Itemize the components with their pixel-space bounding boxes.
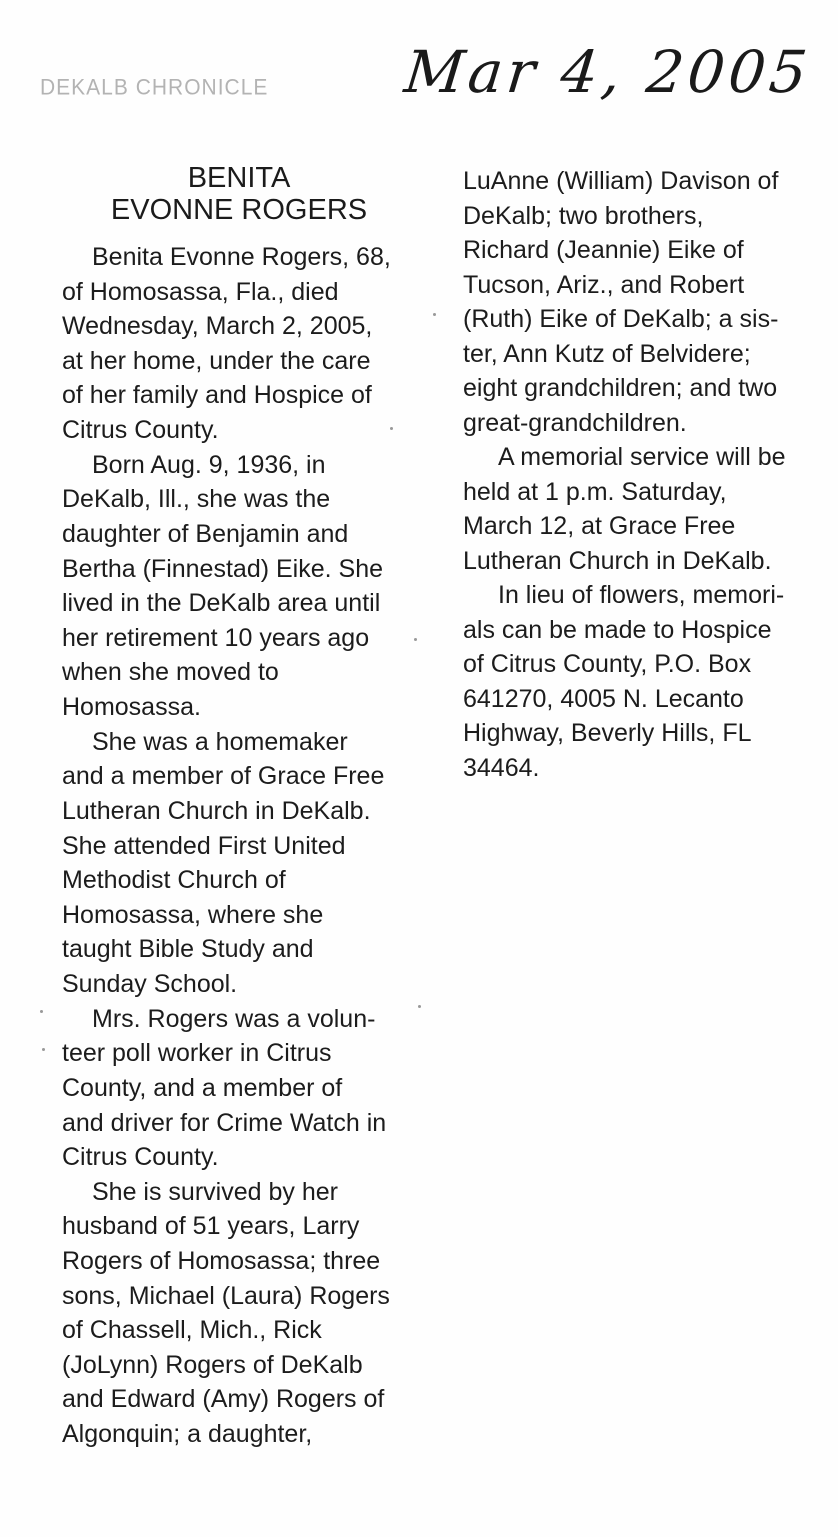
- scan-speck: [414, 638, 417, 641]
- text-line: teer poll worker in Citrus: [62, 1039, 332, 1068]
- text-line: Methodist Church of: [62, 866, 286, 895]
- text-line: Mrs. Rogers was a volun-: [92, 1004, 376, 1033]
- text-line: 641270, 4005 N. Lecanto: [463, 684, 744, 713]
- text-line: daughter of Benjamin and: [62, 519, 349, 548]
- text-line: In lieu of flowers, memori-: [498, 581, 785, 609]
- text-line: Highway, Beverly Hills, FL: [463, 719, 752, 747]
- text-line: lived in the DeKalb area until: [62, 589, 381, 618]
- text-line: her retirement 10 years ago: [62, 623, 370, 652]
- text-line: and a member of Grace Free: [62, 762, 385, 791]
- text-line: taught Bible Study and: [62, 935, 314, 964]
- text-line: ter, Ann Kutz of Belvidere;: [463, 339, 751, 368]
- text-line: of Citrus County, P.O. Box: [463, 650, 752, 678]
- scan-speck: [42, 1048, 45, 1051]
- text-line: Richard (Jeannie) Eike of: [463, 236, 744, 264]
- handwritten-date: Mar 4, 2005: [401, 38, 815, 106]
- text-line: (JoLynn) Rogers of DeKalb: [62, 1350, 363, 1379]
- text-line: Sunday School.: [62, 970, 238, 999]
- text-line: DeKalb, Ill., she was the: [62, 485, 331, 514]
- text-line: husband of 51 years, Larry: [62, 1212, 360, 1241]
- text-line: great-grandchildren.: [463, 408, 687, 437]
- text-line: Homosassa, where she: [62, 900, 324, 929]
- text-line: She was a homemaker: [92, 727, 348, 756]
- text-line: Benita Evonne Rogers, 68,: [92, 243, 391, 271]
- text-line: Lutheran Church in DeKalb.: [62, 796, 371, 825]
- newspaper-masthead: DEKALB CHRONICLE: [40, 75, 269, 100]
- text-line: Algonquin; a daughter,: [62, 1420, 313, 1449]
- text-line: of Homosassa, Fla., died: [62, 277, 339, 306]
- text-line: Citrus County.: [62, 416, 219, 445]
- text-line: County, and a member of: [62, 1073, 343, 1102]
- text-line: Wednesday, March 2, 2005,: [62, 312, 373, 341]
- text-line: March 12, at Grace Free: [463, 512, 736, 540]
- text-line: at her home, under the care: [62, 346, 371, 375]
- scan-speck: [418, 1005, 421, 1008]
- text-line: Tucson, Ariz., and Robert: [463, 270, 745, 299]
- text-line: She attended First United: [62, 831, 346, 860]
- text-line: Homosassa.: [62, 693, 201, 722]
- text-line: of her family and Hospice of: [62, 381, 372, 410]
- text-line: when she moved to: [62, 658, 279, 687]
- text-line: Rogers of Homosassa; three: [62, 1246, 381, 1275]
- text-line: and Edward (Amy) Rogers of: [62, 1385, 385, 1414]
- text-line: Lutheran Church in DeKalb.: [463, 546, 772, 575]
- text-line: Born Aug. 9, 1936, in: [92, 450, 326, 479]
- text-line: held at 1 p.m. Saturday,: [463, 477, 727, 506]
- text-line: DeKalb; two brothers,: [463, 201, 704, 230]
- headline-line-2: EVONNE ROGERS: [110, 194, 368, 226]
- text-line: sons, Michael (Laura) Rogers: [62, 1281, 390, 1310]
- headline-line-1: BENITA: [187, 162, 291, 194]
- text-line: Citrus County.: [62, 1143, 219, 1172]
- text-line: (Ruth) Eike of DeKalb; a sis-: [463, 305, 779, 333]
- scan-speck: [390, 427, 393, 430]
- text-line: She is survived by her: [92, 1177, 338, 1206]
- text-line: LuAnne (William) Davison of: [463, 167, 779, 195]
- text-line: and driver for Crime Watch in: [62, 1108, 387, 1137]
- scan-speck: [40, 1010, 43, 1013]
- text-line: A memorial service will be: [498, 443, 786, 471]
- text-line: 34464.: [463, 753, 540, 782]
- text-line: Bertha (Finnestad) Eike. She: [62, 554, 383, 583]
- scan-speck: [433, 313, 436, 316]
- text-line: of Chassell, Mich., Rick: [62, 1316, 322, 1345]
- text-line: als can be made to Hospice: [463, 615, 772, 644]
- text-line: eight grandchildren; and two: [463, 374, 778, 402]
